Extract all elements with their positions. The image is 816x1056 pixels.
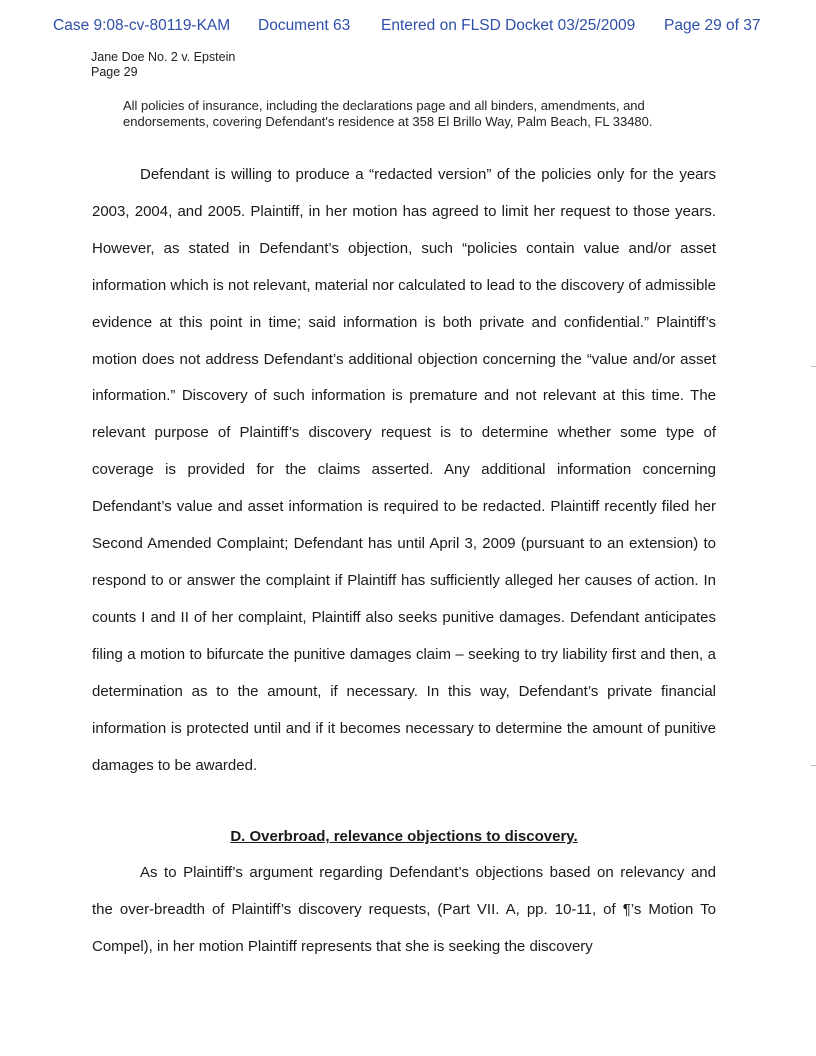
- paragraph-text: As to Plaintiff’s argument regarding Defendant’s objections based on relevancy and the over-breadth of Plaintiff’s discovery requests, (Part VII. A, pp. 10-11, of ¶’s Motion To Compel), in her motion Plaintiff represents that she is seeking the discovery: [92, 864, 716, 955]
- paragraph-text: Defendant is willing to produce a “redacted version” of the policies only for the years 2003, 2004, and 2005. Plaintiff, in her motion has agreed to limit her request to those years. However, as stated in Defendant’s objection, such “policies contain value and/or asset information which is not relevant, material nor calculated to lead to the discovery of admissible evidence at this point in time; said information is both private and confidential.” Plaintiff’s motion does not address Defendant’s additional objection concerning the “value and/or asset information.” Discovery of such information is premature and not relevant at this time. The relevant purpose of Plaintiff’s discovery request is to determine whether some type of coverage is provided for the claims asserted. Any additional information concerning Defendant’s value and asset information is required to be redacted. Plaintiff recently filed her Second Amended Complaint; Defendant has until April 3, 2009 (pursuant to an extension) to respond to or answer the complaint if Plaintiff has sufficiently alleged her causes of action. In counts I and II of her complaint, Plaintiff also seeks punitive damages. Defendant anticipates filing a motion to bifurcate the punitive damages claim – seeking to try liability first and then, a determination as to the amount, if necessary. In this way, Defendant’s private financial information is protected until and if it becomes necessary to determine the amount of punitive damages to be awarded.: [92, 166, 716, 774]
- docket-page-count: Page 29 of 37: [664, 17, 761, 34]
- running-header-page: Page 29: [91, 65, 138, 79]
- body-paragraph-1: [92, 157, 716, 784]
- scan-edge-mark: [811, 765, 816, 766]
- quoted-request: All policies of insurance, including the declarations page and all binders, amendments, and endorsements, covering Defendant's residence at 358 El Brillo Way, Palm Beach, FL 33480.: [123, 98, 653, 129]
- body-paragraph-2: [92, 855, 716, 966]
- docket-case-number: Case 9:08-cv-80119-KAM: [53, 17, 231, 34]
- docket-document-number: Document 63: [258, 17, 351, 34]
- scan-edge-mark: [811, 366, 816, 367]
- docket-entered-date: Entered on FLSD Docket 03/25/2009: [381, 17, 636, 34]
- running-header-case-name: Jane Doe No. 2 v. Epstein: [91, 50, 236, 64]
- section-heading: D. Overbroad, relevance objections to discovery.: [230, 828, 578, 845]
